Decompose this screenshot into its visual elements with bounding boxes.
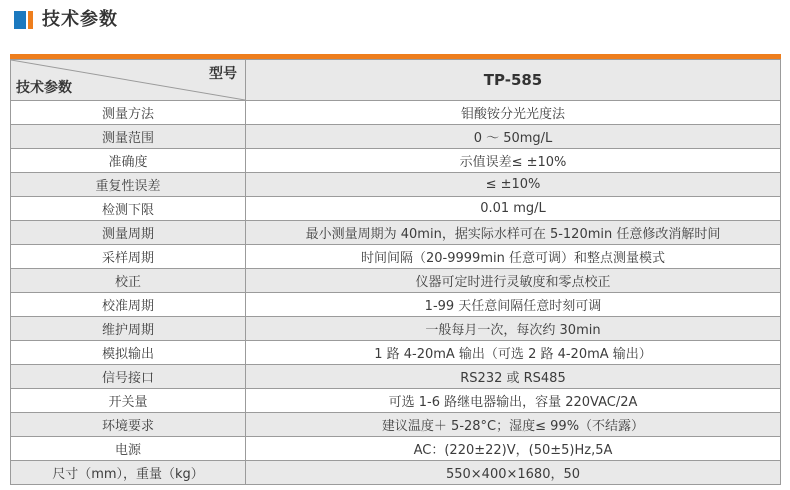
spec-value: 时间间隔（20-9999min 任意可调）和整点测量模式 xyxy=(246,245,781,269)
spec-value: 示值误差≤ ±10% xyxy=(246,149,781,173)
spec-value: 1 路 4-20mA 输出（可选 2 路 4-20mA 输出） xyxy=(246,341,781,365)
spec-label: 重复性误差 xyxy=(11,173,246,197)
table-row xyxy=(11,365,781,389)
spec-value: 建议温度＋ 5-28°C；湿度≤ 99%（不结露） xyxy=(246,413,781,437)
table-row xyxy=(11,245,781,269)
spec-label: 维护周期 xyxy=(11,317,246,341)
spec-label: 检测下限 xyxy=(11,197,246,221)
spec-value: ≤ ±10% xyxy=(246,173,781,197)
spec-label: 测量范围 xyxy=(11,125,246,149)
section-title xyxy=(14,9,118,31)
spec-label: 准确度 xyxy=(11,149,246,173)
table-row xyxy=(11,461,781,485)
header-row xyxy=(11,60,781,101)
spec-label: 模拟输出 xyxy=(11,341,246,365)
spec-table-wrap xyxy=(10,54,781,485)
table-row xyxy=(11,437,781,461)
spec-value: 0 ～ 50mg/L xyxy=(246,125,781,149)
table-row xyxy=(11,221,781,245)
spec-label: 开关量 xyxy=(11,389,246,413)
spec-label: 电源 xyxy=(11,437,246,461)
spec-value: 钼酸铵分光光度法 xyxy=(246,101,781,125)
table-row xyxy=(11,341,781,365)
spec-label: 校准周期 xyxy=(11,293,246,317)
corner-model-label: 型号 xyxy=(209,66,237,82)
spec-label: 信号接口 xyxy=(11,365,246,389)
corner-header-cell xyxy=(11,60,246,101)
spec-value: RS232 或 RS485 xyxy=(246,365,781,389)
title-accent-orange-icon xyxy=(28,11,33,29)
corner-param-label: 技术参数 xyxy=(16,80,72,96)
table-row xyxy=(11,317,781,341)
model-header: TP-585 xyxy=(246,60,781,101)
spec-label: 测量周期 xyxy=(11,221,246,245)
spec-value: 可选 1-6 路继电器输出，容量 220VAC/2A xyxy=(246,389,781,413)
spec-label: 尺寸（mm），重量（kg） xyxy=(11,461,246,485)
spec-label: 环境要求 xyxy=(11,413,246,437)
spec-label: 测量方法 xyxy=(11,101,246,125)
table-row xyxy=(11,197,781,221)
title-accent-blue-icon xyxy=(14,11,26,29)
table-row xyxy=(11,413,781,437)
spec-label: 校正 xyxy=(11,269,246,293)
spec-value: 最小测量周期为 40min，据实际水样可在 5-120min 任意修改消解时间 xyxy=(246,221,781,245)
table-row xyxy=(11,125,781,149)
table-row xyxy=(11,389,781,413)
spec-value: 仪器可定时进行灵敏度和零点校正 xyxy=(246,269,781,293)
spec-value: 1-99 天任意间隔任意时刻可调 xyxy=(246,293,781,317)
spec-value: 一般每月一次，每次约 30min xyxy=(246,317,781,341)
table-row xyxy=(11,101,781,125)
page-title: 技术参数 xyxy=(42,9,118,30)
spec-table xyxy=(10,59,781,485)
table-row xyxy=(11,293,781,317)
table-row xyxy=(11,149,781,173)
spec-value: 0.01 mg/L xyxy=(246,197,781,221)
spec-table-body xyxy=(11,101,781,485)
spec-value: AC：(220±22)V，(50±5)Hz,5A xyxy=(246,437,781,461)
spec-value: 550×400×1680，50 xyxy=(246,461,781,485)
table-row xyxy=(11,269,781,293)
table-row xyxy=(11,173,781,197)
spec-label: 采样周期 xyxy=(11,245,246,269)
